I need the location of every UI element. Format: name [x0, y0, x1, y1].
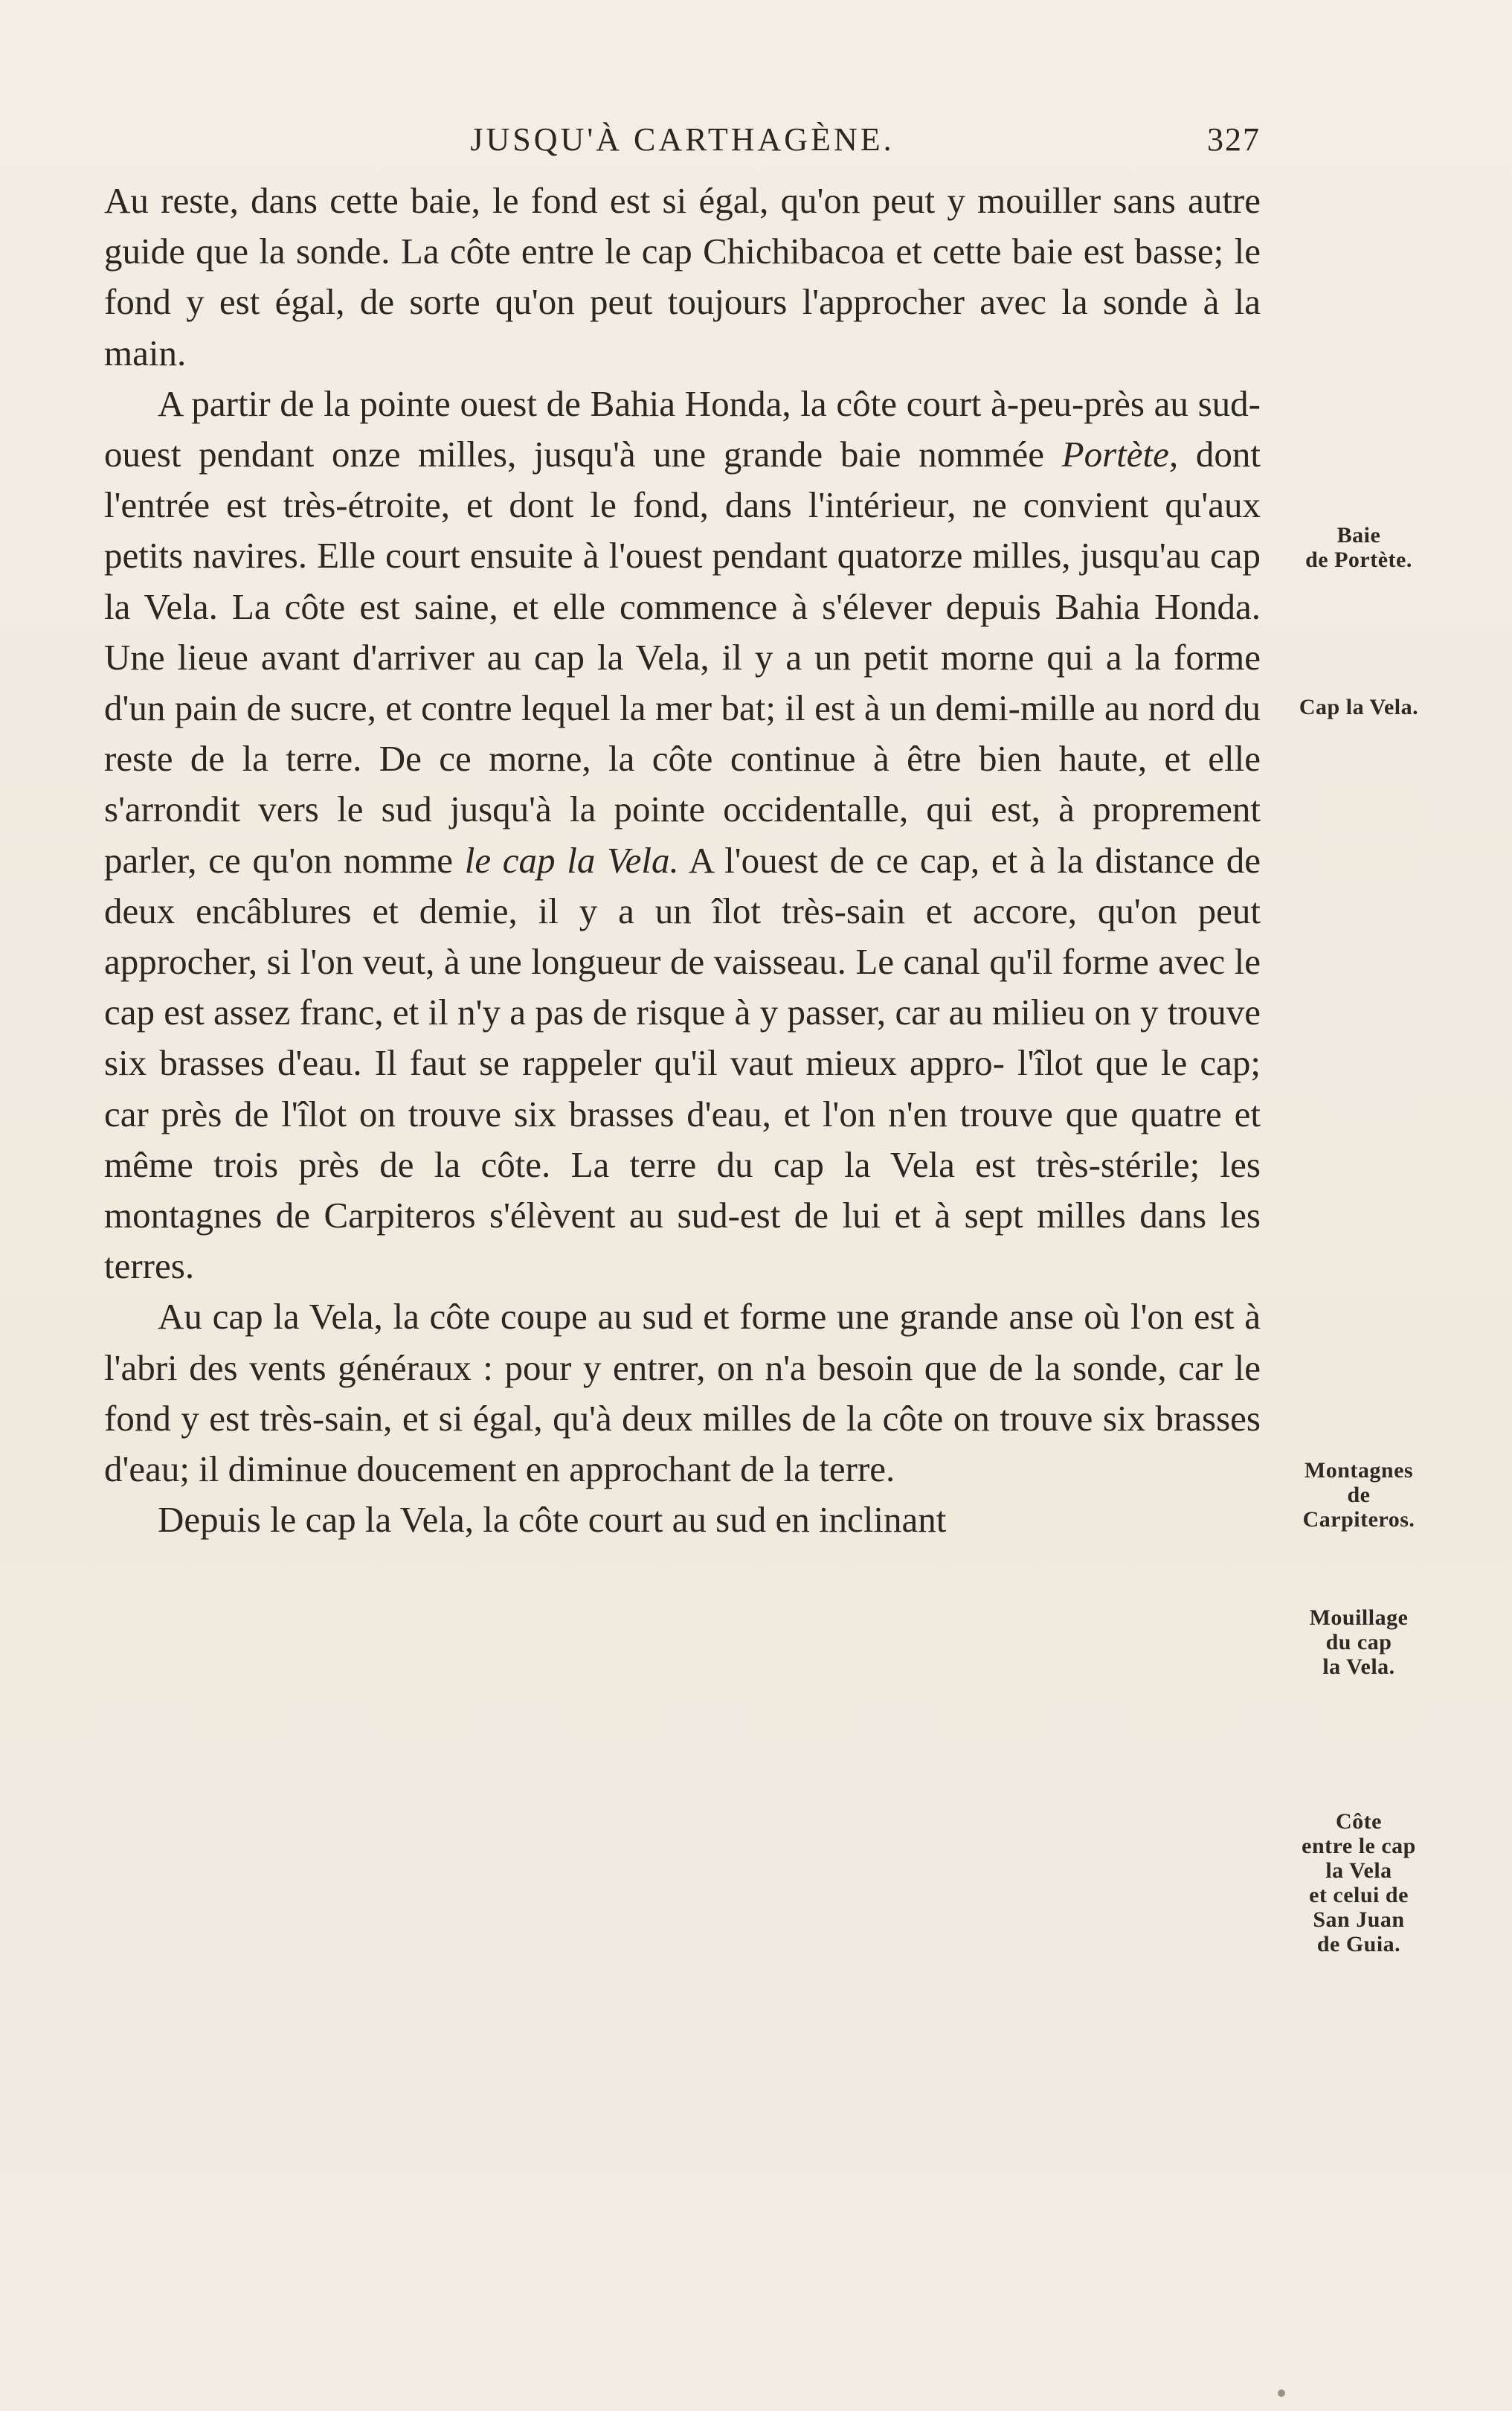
margin-note-line: entre le cap	[1302, 1834, 1416, 1858]
margin-note-line: Côte	[1336, 1809, 1382, 1834]
margin-note-line: Baie	[1336, 523, 1381, 548]
margin-note-montagnes	[1273, 1458, 1444, 1532]
margin-note-mouillage	[1273, 1605, 1444, 1679]
margin-note-line: San Juan	[1313, 1907, 1405, 1932]
paper-speck	[1278, 2389, 1285, 2397]
margin-note-line: la Vela	[1325, 1858, 1392, 1883]
paragraph-4: Depuis le cap la Vela, la côte court au sud en inclinant	[158, 1499, 947, 1541]
margin-note-line: Cap la Vela.	[1299, 695, 1419, 719]
margin-note-cote	[1273, 1809, 1444, 1956]
portete-italic: Portète,	[1061, 434, 1179, 475]
paragraph-1: Au reste, dans cette baie, le fond est si égal, qu'on peut y mouiller sans autre guide que la sonde. La côte entre le cap Chichibacoa et cette baie est basse; le fond y est égal, de sorte qu'on peut toujours l'approcher avec la sonde à la main.	[104, 180, 1261, 373]
margin-note-line: et celui de	[1309, 1883, 1409, 1907]
page-number: 327	[1207, 121, 1261, 158]
paragraph-2-part-a: A partir de la pointe ouest de Bahia Honda, la côte court à-peu-près au sud-ouest pendant onze milles, jusqu'à une grande baie nommée	[104, 382, 1261, 475]
running-head	[104, 121, 1261, 165]
body-text	[104, 176, 1261, 1545]
margin-note-line: de	[1347, 1483, 1371, 1507]
margin-note-cap-vela	[1273, 695, 1444, 719]
paragraph-3: Au cap la Vela, la côte coupe au sud et forme une grande anse où l'on est à l'abri des vents généraux : pour y entrer, on n'a besoin que de la sonde, car le fond y est très-sain, et si égal, qu'à deux milles de la côte on trouve six brasses d'eau; il diminue doucement en approchant de la terre.	[104, 1296, 1261, 1490]
cap-la-vela-italic: le cap la Vela.	[464, 839, 679, 881]
paragraph-2-part-b: dont l'entrée est très-étroite, et dont le fond, dans l'intérieur, ne convient qu'aux petits navires. Elle court ensuite à l'ouest pendant quatorze milles, jusqu'au cap la Vela. La côte est saine, et elle commence à s'élever depuis Bahia Honda. Une lieue avant d'arriver au cap la Vela, il y a un petit morne qui a la forme d'un pain de sucre, et contre lequel la mer bat; il est à un demi-mille au nord du reste de la terre. De ce morne, la côte continue à être bien haute, et elle s'arrondit vers le sud jusqu'à la pointe occidentalle, qui est, à proprement parler, ce qu'on nomme	[104, 434, 1261, 881]
margin-note-line: Mouillage	[1309, 1605, 1409, 1630]
margin-note-line: Montagnes	[1304, 1458, 1414, 1483]
margin-note-line: du cap	[1325, 1630, 1392, 1654]
paragraph-2-part-c: A l'ouest de ce cap, et à la distance de deux encâblures et demie, il y a un îlot très-sain et accore, qu'on peut approcher, si l'on veut, à une longueur de vaisseau. Le canal qu'il forme avec le cap est assez franc, et il n'y a pas de risque à y passer, car au milieu on y trouve six brasses d'eau. Il faut se rappeler qu'il vaut mieux appro- l'îlot que le cap; car près de l'îlot on trouve six brasses d'eau, et l'on n'en trouve que quatre et même trois près de la côte. La terre du cap la Vela est très-stérile; les montagnes de Carpiteros s'élèvent au sud-est de lui et à sept milles dans les terres.	[104, 839, 1261, 1287]
margin-note-line: de Guia.	[1316, 1932, 1401, 1956]
margin-note-baie-portete	[1273, 523, 1444, 572]
margin-note-line: la Vela.	[1322, 1654, 1395, 1679]
margin-note-line: Carpiteros.	[1302, 1507, 1415, 1532]
margin-note-line: de Portète.	[1305, 548, 1412, 572]
paragraph-2	[104, 379, 1261, 1292]
running-title: JUSQU'À CARTHAGÈNE.	[470, 121, 895, 158]
